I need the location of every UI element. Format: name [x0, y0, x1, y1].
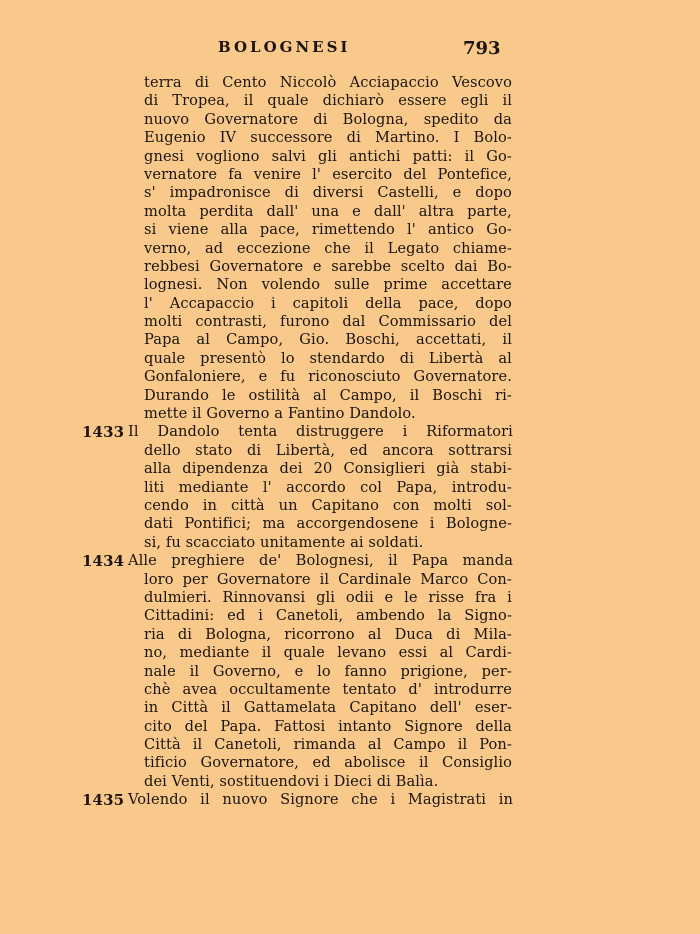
text-line — [0, 184, 700, 202]
line-text: nuovo Governatore di Bologna, spedito da — [144, 110, 512, 128]
line-text: quale presentò lo stendardo di Libertà al — [144, 349, 512, 367]
text-line — [0, 442, 700, 460]
text-line — [0, 497, 700, 515]
line-text: chè avea occultamente tentato d' introdurre — [144, 680, 512, 698]
text-line — [0, 405, 700, 423]
line-text: dello stato di Libertà, ed ancora sottrarsi — [144, 441, 512, 459]
line-text: loro per Governatore il Cardinale Marco Con- — [144, 570, 512, 588]
page-number: 793 — [463, 38, 501, 59]
year-marker: 1434 — [82, 552, 125, 571]
text-line — [0, 534, 700, 552]
line-text: tificio Governatore, ed abolisce il Consiglio — [144, 754, 512, 772]
line-text: Eugenio IV successore di Martino. I Bolo- — [144, 129, 512, 147]
text-line — [0, 607, 700, 625]
line-text: di Tropea, il quale dichiarò essere egli il — [144, 92, 512, 110]
line-text: verno, ad eccezione che il Legato chiame- — [144, 239, 512, 257]
text-line — [0, 589, 700, 607]
text-line — [0, 791, 700, 809]
line-text: gnesi vogliono salvi gli antichi patti: il Go- — [144, 147, 512, 165]
body-text — [0, 74, 700, 810]
line-text: Volendo il nuovo Signore che i Magistrati in — [128, 791, 513, 809]
text-line — [0, 423, 700, 441]
text-line — [0, 552, 700, 570]
line-text: cendo in città un Capitano con molti sol- — [144, 496, 512, 514]
text-line — [0, 736, 700, 754]
text-line — [0, 203, 700, 221]
text-line — [0, 295, 700, 313]
line-text: mette il Governo a Fantino Dandolo. — [144, 405, 416, 423]
line-text: liti mediante l' accordo col Papa, introdu- — [144, 478, 512, 496]
line-text: Alle preghiere de' Bolognesi, il Papa manda — [128, 552, 513, 570]
running-title: BOLOGNESI — [218, 38, 351, 56]
line-text: si, fu scacciato unitamente ai soldati. — [144, 533, 424, 551]
line-text: cito del Papa. Fattosi intanto Signore della — [144, 717, 512, 735]
text-line — [0, 699, 700, 717]
text-line — [0, 368, 700, 386]
text-line — [0, 92, 700, 110]
text-line — [0, 331, 700, 349]
line-text: Durando le ostilità al Campo, il Boschi ri- — [144, 386, 512, 404]
line-text: Gonfaloniere, e fu riconosciuto Governatore. — [144, 368, 512, 386]
text-line — [0, 626, 700, 644]
line-text: Il Dandolo tenta distruggere i Riformatori — [128, 423, 513, 441]
text-line — [0, 571, 700, 589]
line-text: rebbesi Governatore e sarebbe scelto dai Bo- — [144, 257, 512, 275]
text-line — [0, 221, 700, 239]
line-text: molta perdita dall' una e dall' altra parte, — [144, 202, 512, 220]
text-line — [0, 129, 700, 147]
text-line — [0, 773, 700, 791]
line-text: s' impadronisce di diversi Castelli, e dopo — [144, 184, 512, 202]
line-text: vernatore fa venire l' esercito del Pontefice, — [144, 165, 512, 183]
year-marker: 1435 — [82, 791, 125, 810]
line-text: ria di Bologna, ricorrono al Duca di Mila- — [144, 625, 512, 643]
line-text: dati Pontifici; ma accorgendosene i Bologne- — [144, 515, 512, 533]
text-line — [0, 663, 700, 681]
line-text: no, mediante il quale levano essi al Cardi- — [144, 644, 512, 662]
line-text: lognesi. Non volendo sulle prime accettare — [144, 276, 512, 294]
text-line — [0, 754, 700, 772]
line-text: Città il Canetoli, rimanda al Campo il Pon- — [144, 736, 512, 754]
line-text: in Città il Gattamelata Capitano dell' eser- — [144, 699, 512, 717]
text-line — [0, 460, 700, 478]
text-line — [0, 515, 700, 533]
year-marker: 1433 — [82, 423, 125, 442]
text-line — [0, 240, 700, 258]
line-text: dei Venti, sostituendovi i Dieci di Balìa. — [144, 772, 439, 790]
text-line — [0, 387, 700, 405]
line-text: l' Accapaccio i capitoli della pace, dopo — [144, 294, 512, 312]
text-line — [0, 258, 700, 276]
line-text: alla dipendenza dei 20 Consiglieri già stabi- — [144, 460, 512, 478]
text-line — [0, 681, 700, 699]
line-text: dulmieri. Rinnovansi gli odii e le risse fra i — [144, 588, 512, 606]
text-line — [0, 644, 700, 662]
text-line — [0, 718, 700, 736]
line-text: Cittadini: ed i Canetoli, ambendo la Signo- — [144, 607, 512, 625]
text-line — [0, 276, 700, 294]
line-text: nale il Governo, e lo fanno prigione, per- — [144, 662, 512, 680]
text-line — [0, 350, 700, 368]
line-text: terra di Cento Niccolò Acciapaccio Vescovo — [144, 74, 512, 91]
text-line — [0, 111, 700, 129]
line-text: molti contrasti, furono dal Commissario del — [144, 313, 512, 331]
text-line — [0, 148, 700, 166]
line-text: Papa al Campo, Gio. Boschi, accettati, il — [144, 331, 512, 349]
text-line — [0, 313, 700, 331]
text-line — [0, 74, 700, 92]
text-line — [0, 166, 700, 184]
text-line — [0, 479, 700, 497]
line-text: si viene alla pace, rimettendo l' antico Go- — [144, 221, 512, 239]
